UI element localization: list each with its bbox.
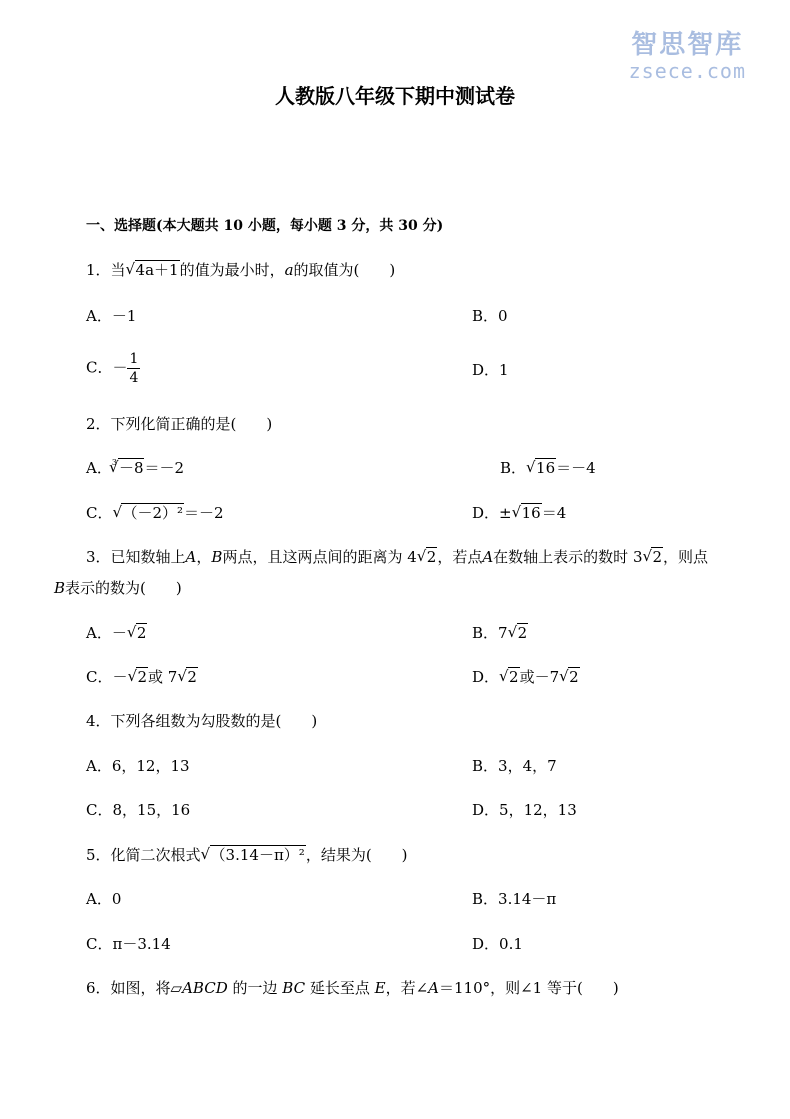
question-3-stem-line2: B表示的数为( ) [54,579,182,597]
q4-option-b: B．3，4，7 [472,757,557,775]
q5-option-b: B．3.14－π [472,890,557,908]
q1-option-b: B．0 [472,307,508,325]
q1-option-d: D．1 [472,361,509,379]
q3-option-a: A．－√ 2 [86,623,147,643]
q3-option-d: D．√ 2或－7√ 2 [472,667,580,687]
question-6-stem: 6．如图，将▱ABCD 的一边 BC 延长至点 E，若∠A＝110°，则∠1 等于( ) [86,979,619,997]
page-title: 人教版八年级下期中测试卷 [275,84,515,108]
logo-domain: zsece.com [628,59,746,83]
q1-fraction: $\frac{1}{4}$ [129,351,139,386]
q4-option-a: A．6，12，13 [86,757,190,775]
q2-option-b: B．√ 16＝－4 [500,458,596,478]
question-3-stem-line1: 3．已知数轴上A，B两点，且这两点间的距离为 4√ 2，若点A在数轴上表示的数时 3√ 2，则点 [86,547,708,567]
q5-option-a: A．0 [86,890,122,908]
question-4-stem: 4．下列各组数为勾股数的是( ) [86,712,318,730]
q5-option-c: C．π－3.14 [86,935,171,953]
logo-chinese: 智思智库 [631,30,744,60]
q1-text-post: 的值为最小时， [179,261,285,279]
q3-option-b: B．7√ 2 [472,623,528,643]
q5-option-d: D．0.1 [472,935,523,953]
q1-radical: √ 4a＋1 [126,260,180,280]
question-2-stem: 2．下列化简正确的是( ) [86,415,273,433]
q3-option-c: C．－√ 2或 7√ 2 [86,667,198,687]
q1-option-a: A．－1 [86,307,137,325]
logo [629,30,746,82]
q4-option-d: D．5，12，13 [472,801,577,819]
q1-text-pre: 1．当 [86,261,126,279]
section-heading: 一、选择题(本大题共 10 小题，每小题 3 分，共 30 分) [86,218,444,234]
question-5-stem: 5．化简二次根式√ （3.14－π）²，结果为( ) [86,845,408,865]
q2-option-a: A．$^3$√ －8＝－2 [86,458,184,481]
q1-option-c: C．－ $\frac{1}{4}$ [86,351,139,386]
q2-option-c: C．√ （－2）²＝－2 [86,503,224,523]
question-1-stem: 1．当√ 4a＋1的值为最小时，a的取值为( ) [86,260,395,280]
q4-option-c: C．8，15，16 [86,801,191,819]
q2-option-d: D．±√ 16＝4 [472,503,566,523]
